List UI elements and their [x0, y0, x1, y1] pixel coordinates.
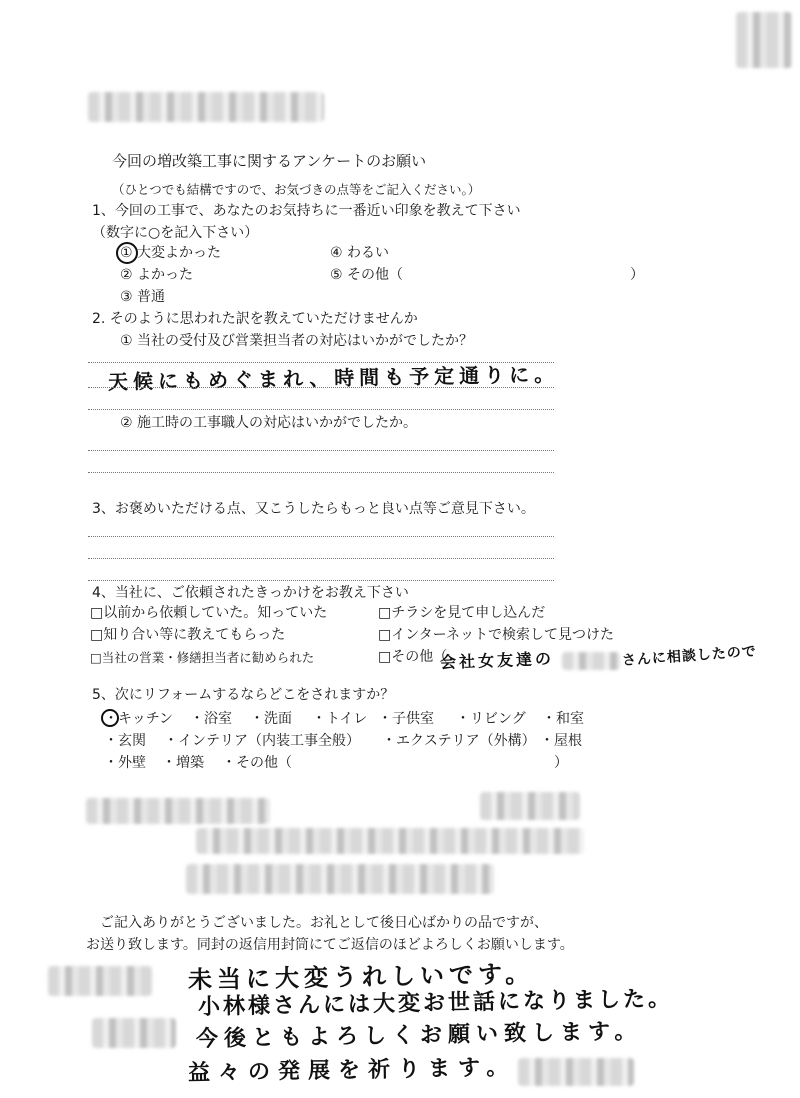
answer-line: [88, 580, 554, 581]
answer-line: [88, 536, 554, 537]
redacted-signature-left-1: [48, 966, 152, 996]
q5-entrance: ・玄関: [104, 733, 146, 749]
redacted-company-contact: [186, 864, 494, 894]
q5-kitchen: ・キッチン: [104, 711, 174, 727]
handwritten-answer-4-post: さんに相談したので: [621, 643, 758, 669]
redacted-corner-mark: [736, 12, 792, 68]
question-5: 5、次にリフォームするならどこをされますか？: [92, 687, 395, 703]
q4-option-1: □以前から依頼していた。知っていた: [90, 605, 328, 621]
q4-option-2: □チラシを見て申し込んだ: [378, 605, 546, 621]
q5-japanese-room: ・和室: [542, 711, 584, 727]
thanks-line-1: ご記入ありがとうございました。お礼として後日心ばかりの品ですが、: [100, 915, 548, 931]
q5-roof: ・屋根: [540, 733, 582, 749]
redacted-signature-name: [518, 1058, 634, 1086]
redacted-person-name: [562, 652, 620, 670]
handwritten-message-line-2: 小林様さんには大変お世話になりました。: [197, 985, 674, 1020]
q1-option-1: ① 大変よかった: [120, 245, 222, 261]
q5-other-close: ）: [554, 755, 568, 771]
answer-line: [88, 558, 554, 559]
redacted-signature-left-2: [92, 1018, 176, 1048]
q5-other: ・その他（: [222, 755, 292, 771]
redacted-company-logo: [480, 792, 580, 820]
answer-line: [88, 450, 554, 451]
handwritten-message-line-3: 今後ともよろしくお願い致します。: [195, 1018, 643, 1052]
intro-note: （ひとつでも結構ですので、お気づきの点等をご記入ください。）: [112, 182, 481, 197]
q4-option-3: □知り合い等に教えてもらった: [90, 627, 286, 643]
handwritten-answer-2-1: 天候にもめぐまれ、時間も予定通りに。: [107, 362, 560, 394]
page-title: 今回の増改築工事に関するアンケートのお願い: [112, 152, 427, 170]
answer-line: [88, 409, 554, 410]
question-2: 2. そのように思われた訳を教えていただけませんか: [92, 311, 418, 327]
q5-bathroom: ・浴室: [190, 711, 232, 727]
handwritten-answer-4-pre: 会社女友達の: [439, 649, 555, 672]
question-1: 1、今回の工事で、あなたのお気持ちに一番近い印象を教えて下さい: [92, 203, 521, 219]
q5-childrens-room: ・子供室: [378, 711, 434, 727]
q5-toilet: ・トイレ: [312, 711, 368, 727]
redacted-company-address: [196, 828, 584, 854]
q5-outer-wall: ・外壁: [104, 755, 146, 771]
q5-extension: ・増築: [162, 755, 204, 771]
q4-option-4: □インターネットで検索して見つけた: [378, 627, 614, 643]
question-1-instruction: （数字に○を記入下さい）: [92, 225, 259, 241]
thanks-line-2: お送り致します。同封の返信用封筒にてご返信のほどよろしくお願いします。: [86, 937, 574, 953]
q5-washroom: ・洗面: [250, 711, 292, 727]
q5-exterior: ・エクステリア（外構）: [382, 733, 536, 749]
q4-option-5: □当社の営業・修繕担当者に勧められた: [90, 650, 315, 665]
question-2-sub-2: ② 施工時の工事職人の対応はいかがでしたか。: [120, 415, 417, 431]
q1-option-4: ④ わるい: [330, 245, 390, 261]
answer-line: [88, 387, 554, 388]
question-2-sub-1: ① 当社の受付及び営業担当者の対応はいかがでしたか？: [120, 333, 473, 349]
redacted-name-header: [88, 92, 324, 122]
q1-option-2: ② よかった: [120, 267, 194, 283]
q1-option-5: ⑤ その他（: [330, 267, 404, 283]
q1-option-5-close: ）: [630, 267, 644, 283]
q1-option-3: ③ 普通: [120, 289, 166, 305]
question-4: 4、当社に、ご依頼されたきっかけをお教え下さい: [92, 585, 409, 601]
q5-living: ・リビング: [456, 711, 526, 727]
redacted-company-name: [86, 798, 270, 824]
answer-line: [88, 472, 554, 473]
handwritten-message-line-4: 益々の発展を祈ります。: [187, 1054, 517, 1086]
question-3: 3、お褒めいただける点、又こうしたらもっと良い点等ご意見下さい。: [92, 501, 535, 517]
handwritten-message-line-1: 未当に大変うれしいです。: [187, 958, 535, 994]
q4-option-6: □その他（: [378, 649, 448, 665]
q5-interior: ・インテリア（内装工事全般）: [164, 733, 360, 749]
